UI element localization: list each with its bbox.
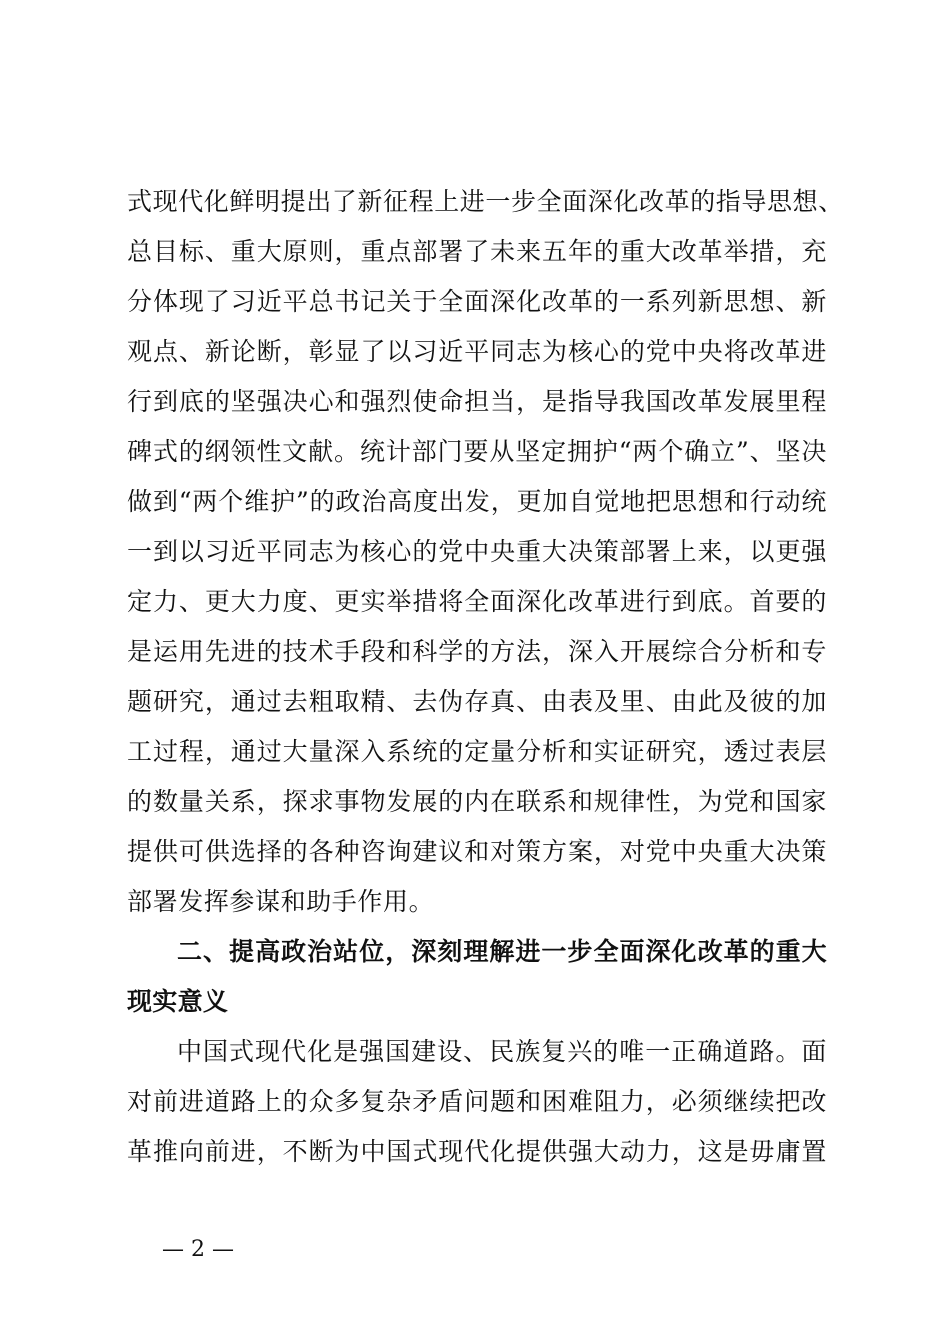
paragraph-line: 行到底的坚强决心和强烈使命担当，是指导我国改革发展里程 xyxy=(127,387,827,416)
paragraph-line: 题研究，通过去粗取精、去伪存真、由表及里、由此及彼的加 xyxy=(127,687,827,716)
paragraph-line: 中国式现代化是强国建设、民族复兴的唯一正确道路。面 xyxy=(177,1037,827,1066)
paragraph-line: 工过程，通过大量深入系统的定量分析和实证研究，透过表层 xyxy=(127,737,827,766)
paragraph-line: 一到以习近平同志为核心的党中央重大决策部署上来，以更强 xyxy=(127,537,827,566)
paragraph-line: 总目标、重大原则，重点部署了未来五年的重大改革举措，充 xyxy=(127,237,827,266)
page-number: — 2 — xyxy=(162,1237,234,1262)
paragraph-line: 碑式的纲领性文献。统计部门要从坚定拥护“两个确立”、坚决 xyxy=(127,437,827,466)
paragraph-line: 提供可供选择的各种咨询建议和对策方案，对党中央重大决策 xyxy=(127,837,827,866)
paragraph-line: 观点、新论断，彰显了以习近平同志为核心的党中央将改革进 xyxy=(127,337,827,366)
section-heading: 二、提高政治站位，深刻理解进一步全面深化改革的重大 xyxy=(177,937,827,966)
paragraph-line: 定力、更大力度、更实举措将全面深化改革进行到底。首要的 xyxy=(127,587,827,616)
section-heading: 现实意义 xyxy=(127,987,229,1016)
paragraph-line: 式现代化鲜明提出了新征程上进一步全面深化改革的指导思想、 xyxy=(127,187,844,216)
paragraph-line: 部署发挥参谋和助手作用。 xyxy=(127,887,435,916)
paragraph-line: 的数量关系，探求事物发展的内在联系和规律性，为党和国家 xyxy=(127,787,827,816)
paragraph-line: 是运用先进的技术手段和科学的方法，深入开展综合分析和专 xyxy=(127,637,827,666)
paragraph-line: 分体现了习近平总书记关于全面深化改革的一系列新思想、新 xyxy=(127,287,827,316)
paragraph-line: 对前进道路上的众多复杂矛盾问题和困难阻力，必须继续把改 xyxy=(127,1087,827,1116)
paragraph-line: 革推向前进，不断为中国式现代化提供强大动力，这是毋庸置 xyxy=(127,1137,827,1166)
paragraph-line: 做到“两个维护”的政治高度出发，更加自觉地把思想和行动统 xyxy=(127,487,827,516)
